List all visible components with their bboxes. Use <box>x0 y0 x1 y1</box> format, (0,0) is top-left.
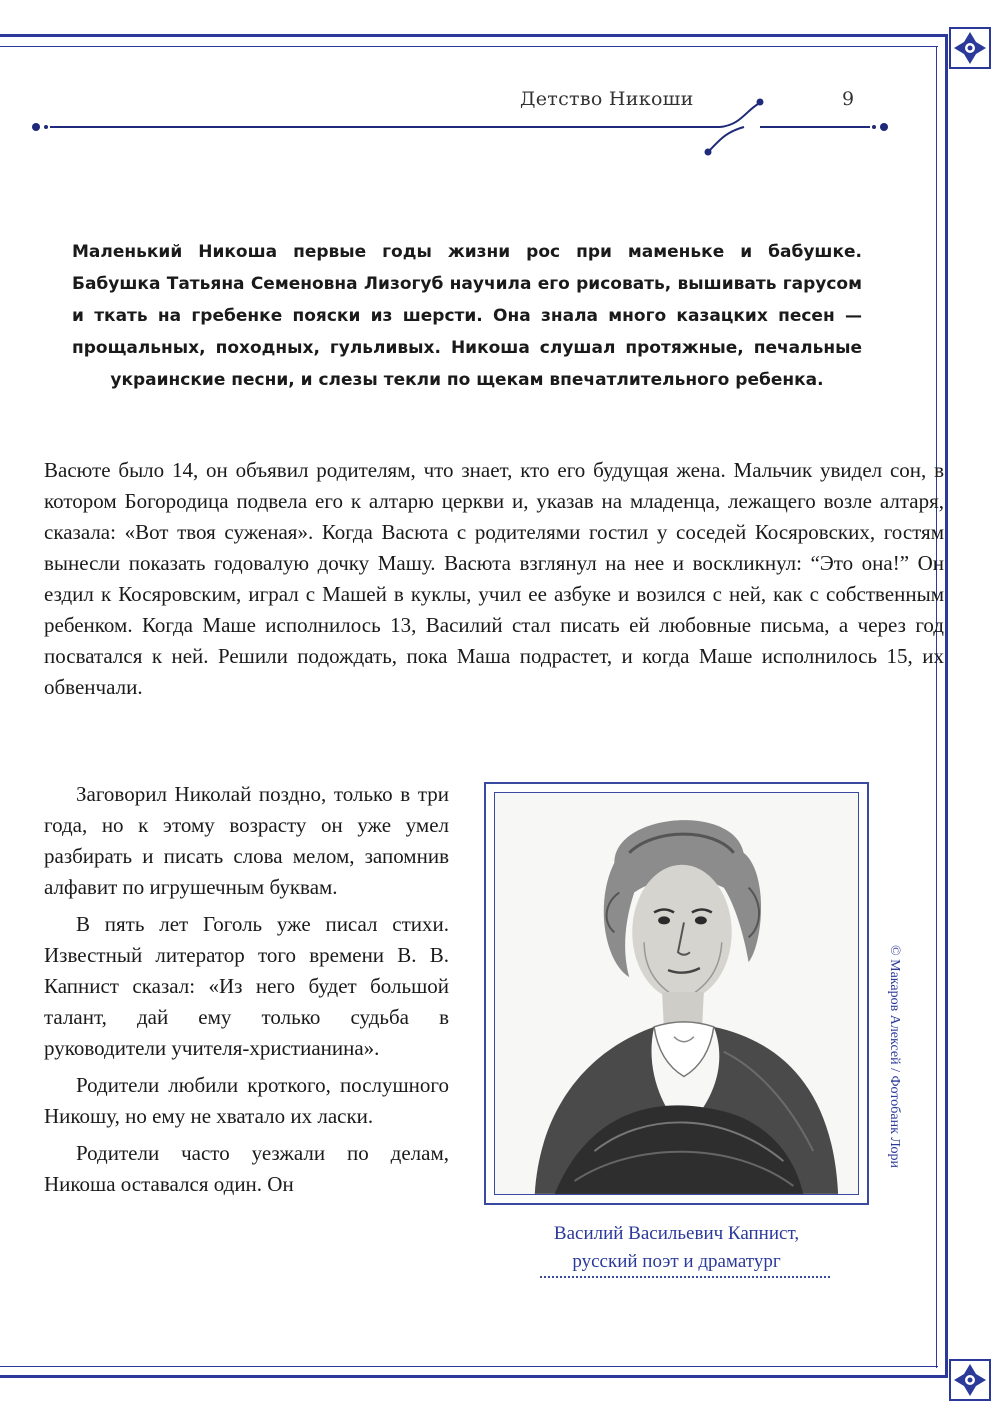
body-paragraph-3: В пять лет Гоголь уже писал стихи. Известный литератор того времени В. В. Капнист сказал: «Из него будет большой талант, дай ему только судьба в руководители учителя-христианина». <box>44 912 449 1060</box>
body-text-full <box>44 455 944 703</box>
figure-caption <box>484 1220 869 1276</box>
intro-paragraph: Маленький Никоша первые годы жизни рос при маменьке и бабушке. Бабушка Татьяна Семеновна Лизогуб научила его рисовать, вышивать гарусом и ткать на гребенке пояски из шерсти. Она знала много казацких песен — прощальных, походных, гульливых. Никоша слушал протяжные, печальные украинские песни, и слезы текли по щекам впечатлительного ребенка. <box>72 242 862 390</box>
body-paragraph-1: Васюте было 14, он объявил родителям, что знает, кто его будущая жена. Мальчик увидел сон, в котором Богородица подвела его к алтарю церкви и, указав на младенца, лежащего возле алтаря, сказала: «Вот твоя суженая». Когда Васюта с родителями гостил у соседей Косяровских, гостям вынесли показать годовалую дочку Машу. Васюта взглянул на нее и воскликнул: “Это она!” Он ездил к Косяровским, играл с Машей в куклы, учил ее азбуке и возился с ней, как с собственным ребенком. Когда Маше исполнилось 13, Василий стал писать ей любовные письма, а через год посватался к ней. Решили подождать, пока Маша подрастет, и когда Маше исполнилось 15, их обвенчали. <box>44 458 944 699</box>
body-paragraph-5: Родители часто уезжали по делам, Никоша оставался один. Он <box>44 1141 449 1196</box>
page-number: 9 <box>842 88 855 110</box>
intro-block <box>72 236 862 396</box>
caption-line-2: русский поэт и драматург <box>572 1251 781 1272</box>
portrait-image <box>494 792 859 1195</box>
corner-ornament-bottom-icon <box>946 1356 994 1404</box>
portrait-frame <box>484 782 869 1205</box>
header-rule <box>0 0 1000 170</box>
portrait-engraving-icon <box>495 793 858 1194</box>
caption-line-1: Василий Васильевич Капнист, <box>553 1223 800 1244</box>
body-text-column <box>44 779 449 1206</box>
body-paragraph-2: Заговорил Николай поздно, только в три года, но к этому возрасту он уже умел разбирать и писать слова мелом, запомнив алфавит по игрушечным буквам. <box>44 782 449 899</box>
caption-dotted-rule <box>540 1276 830 1278</box>
running-title: Детство Никоши <box>520 88 694 110</box>
page-frame-inner-right <box>936 46 937 1368</box>
page-frame-inner-bottom <box>0 1366 938 1367</box>
body-paragraph-4: Родители любили кроткого, послушного Никошу, но ему не хватало их ласки. <box>44 1073 449 1128</box>
photo-credit: © Макаров Алексей / Фотобанк Лори <box>887 945 902 1169</box>
